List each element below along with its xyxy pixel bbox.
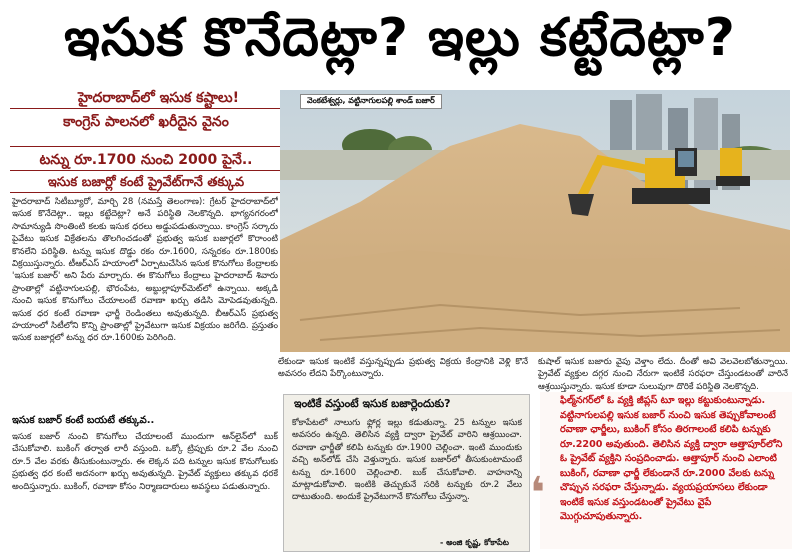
sand-bazaar-photo	[280, 90, 790, 352]
kicker: హైదరాబాద్‌లో ఇసుక కష్టాలు!	[78, 90, 240, 106]
divider	[10, 192, 280, 193]
box-title: ఇంటికే వస్తుంటే ఇసుక బజార్లెందుకు?	[294, 397, 451, 410]
photo-text-right: కుషాల్ ఇసుక బజారు వైపు వెళ్తాం లేదు. దీంతో అవి వెలవెలబోతున్నాయి. ప్రైవేట్ వ్యక్తుల దగ్గర నుంచి నేరుగా ఇంటికే సరఫరా చేస్తుండటంతో వారినే ఆశ్రయిస్తున్నారు. ఇసుక కూడా సులువుగా దొరికే పరిస్థితి నెలకొన్నది.	[538, 357, 788, 392]
divider	[10, 146, 280, 147]
box-text: కోకాపేటలో నాలుగు ఫ్లోర్ల ఇల్లు కడుతున్నా. 25 టన్నుల ఇసుక అవసరం ఉన్నది. తెలిసిన వ్యక్తి ద్వారా ప్రైవేట్ వారిని ఆశ్రయించా. రవాణా ఛార్జీతో కలిపి టన్నుకు రూ.1900 చెల్లించా. ఇంటి ముందుకు వచ్చి అన్‌లోడ్ చేసి వెళ్తున్నారు. ఇసుక బజార్‌లో తీసుకుంటామంటే టన్ను రూ.1600 చెల్లించాలి. బుక్ చేసుకోవాలి. వాహనాన్ని మాట్లాడుకోవాలి. ఇంటికి తెచ్చుకునే సరికి టన్నుకు రూ.2 వేలు దాటుతుంది. అందుకే ప్రైవేటుగానే కొనుగోలు చేస్తున్నా.	[292, 418, 522, 503]
quote-mark-icon: ❛	[530, 468, 546, 519]
divider	[10, 108, 280, 109]
photo-caption: వెంకటేశ్వర్లు, వట్టినాగులపల్లి శాండ్ బజార్	[300, 94, 442, 109]
article-body-left: హైదరాబాద్ సిటీబ్యూరో, మార్చి 28 (నమస్తే తెలంగాణ): గ్రేటర్ హైదరాబాద్‌లో ఇసుక కొనేదెట్లా.. ఇల్లు కట్టేదెట్లా? అనే పరిస్థితి నెలకొన్నది. భాగ్యనగరంలో సామాన్యుడి సొంతింటి కలకు ఇసుక ధరలు అడ్డుపడుతున్నాయి. కాంగ్రెస్ సర్కారు పైవేటు ఇసుక విక్రేతలను తొలగించడంతో ప్రభుత్వ ఇసుక బజార్లలో కొరాంంటి కొనలేని పరిస్థితి. టన్ను ఇసుక దొడ్డు రకం రూ.1600, సన్నరకం రూ.1800కు విక్రయిస్తున్నారు. టీఆర్ఎస్ హయాంలో ఏర్పాటుచేసిన ఇసుక కొనుగోలు కేంద్రాలకు 'ఇసుక బజార్' అని పేరు మార్చారు. ఈ కొనుగోలు కేంద్రాలు హైదరాబాద్ శివారు ప్రాంతాల్లో వట్టినాగులపల్లి, భౌరంపేట, అబ్దుల్లాపూర్‌మెట్‌లో ఉన్నాయి. అక్కడి నుంచి ఇసుక కొనుగోలు చేయాలంటే రవాణా ఖర్చు తడిసి మోపెడవుతున్నది. ఇసుక ధర కంటే రవాణా ఛార్జీ రెండింతలు అవుతున్నది. బీఆర్ఎస్ ప్రభుత్వ హయాంలో సిటీలోని కొన్ని ప్రాంతాల్లో ప్రైవేటుగా ఇసుక విక్రయం జరిగేది. ప్రస్తుతం ఇసుక బజార్లలో టన్ను ధర రూ.1600కు పెరిగింది.	[12, 197, 278, 344]
pull-quote: ఫిల్మ్‌నగర్‌లో ఓ వ్యక్తి జీప్లస్ టూ ఇల్లు కట్టుకుంటున్నాడు. వట్టినాగులపల్లి ఇసుక బజార్ నుంచి ఇసుక తెప్పుకోవాలంటే రవాణా ఛార్జీలు, బుకింగ్ కోసం తిరగాలంటే కలిపి టన్నుకు రూ.2200 అవుతుంది. తెలిసిన వ్యక్తి ద్వారా ఆత్తాపూర్‌లోని ఓ ప్రైవేట్ వ్యక్తిని సంప్రదించాడు. ఆత్తాపూర్ నుంచి ఎలాంటి బుకింగ్, రవాణా ఛార్జీ లేకుండానే రూ.2000 వేలకు టన్ను చొప్పున సరఫరా చేస్తున్నాడు. వ్యయప్రయాసలు లేకుండా ఇంటికే ఇసుక వస్తుండటంతో ప్రైవేటు వైపే మొగ్గుచూపుతున్నారు.	[560, 395, 783, 522]
subhead-2: టన్ను రూ.1700 నుంచి 2000 పైనే..	[39, 152, 253, 168]
photo-text-left: లేకుండా ఇసుక ఇంటికే వస్తున్నప్పుడు ప్రభుత్వ విక్రయ కేంద్రానికి వెళ్లి కొనే అవసరం లేదని పేర్కొంటున్నారు.	[278, 357, 528, 380]
left-subhead: ఇసుక బజార్ కంటే బయటే తక్కువ..	[12, 415, 155, 426]
headline: ఇసుక కొనేదెట్లా? ఇల్లు కట్టేదెట్లా?	[64, 8, 736, 68]
article-body-left-2: ఇసుక బజార్ నుంచి కొనుగోలు చేయాలంటే ముందుగా ఆన్‌లైన్‌లో బుక్ చేసుకోవాలి. బుకింగ్ తర్వాత లారీ వస్తుంది. ఒక్కో ట్రిప్పుకు రూ.2 వేల నుంచి రూ.5 వేల వరకు తీసుకుంటున్నారు. ఈ లెక్కన పది టన్నుల ఇసుక కొనుగోలుకు ప్రభుత్వ ధర కంటే అదనంగా ఖర్చు అవుతున్నది. ప్రైవేట్ వ్యక్తులు తక్కువ ధరకే అందిస్తున్నారు. బుకింగ్, రవాణా కోసం నిర్మాణదారులు అవస్థలు పడుతున్నారు.	[12, 432, 278, 492]
byline: - అంజి కృష్ణ, కోకాపేట	[440, 538, 509, 547]
subhead-3: ఇసుక బజార్లో కంటే ప్రైవేట్‌గానే తక్కువ	[47, 175, 245, 190]
subhead-1: కాంగ్రెస్ పాలనలో ఖరీదైన వైనం	[63, 114, 229, 130]
divider	[10, 170, 280, 171]
